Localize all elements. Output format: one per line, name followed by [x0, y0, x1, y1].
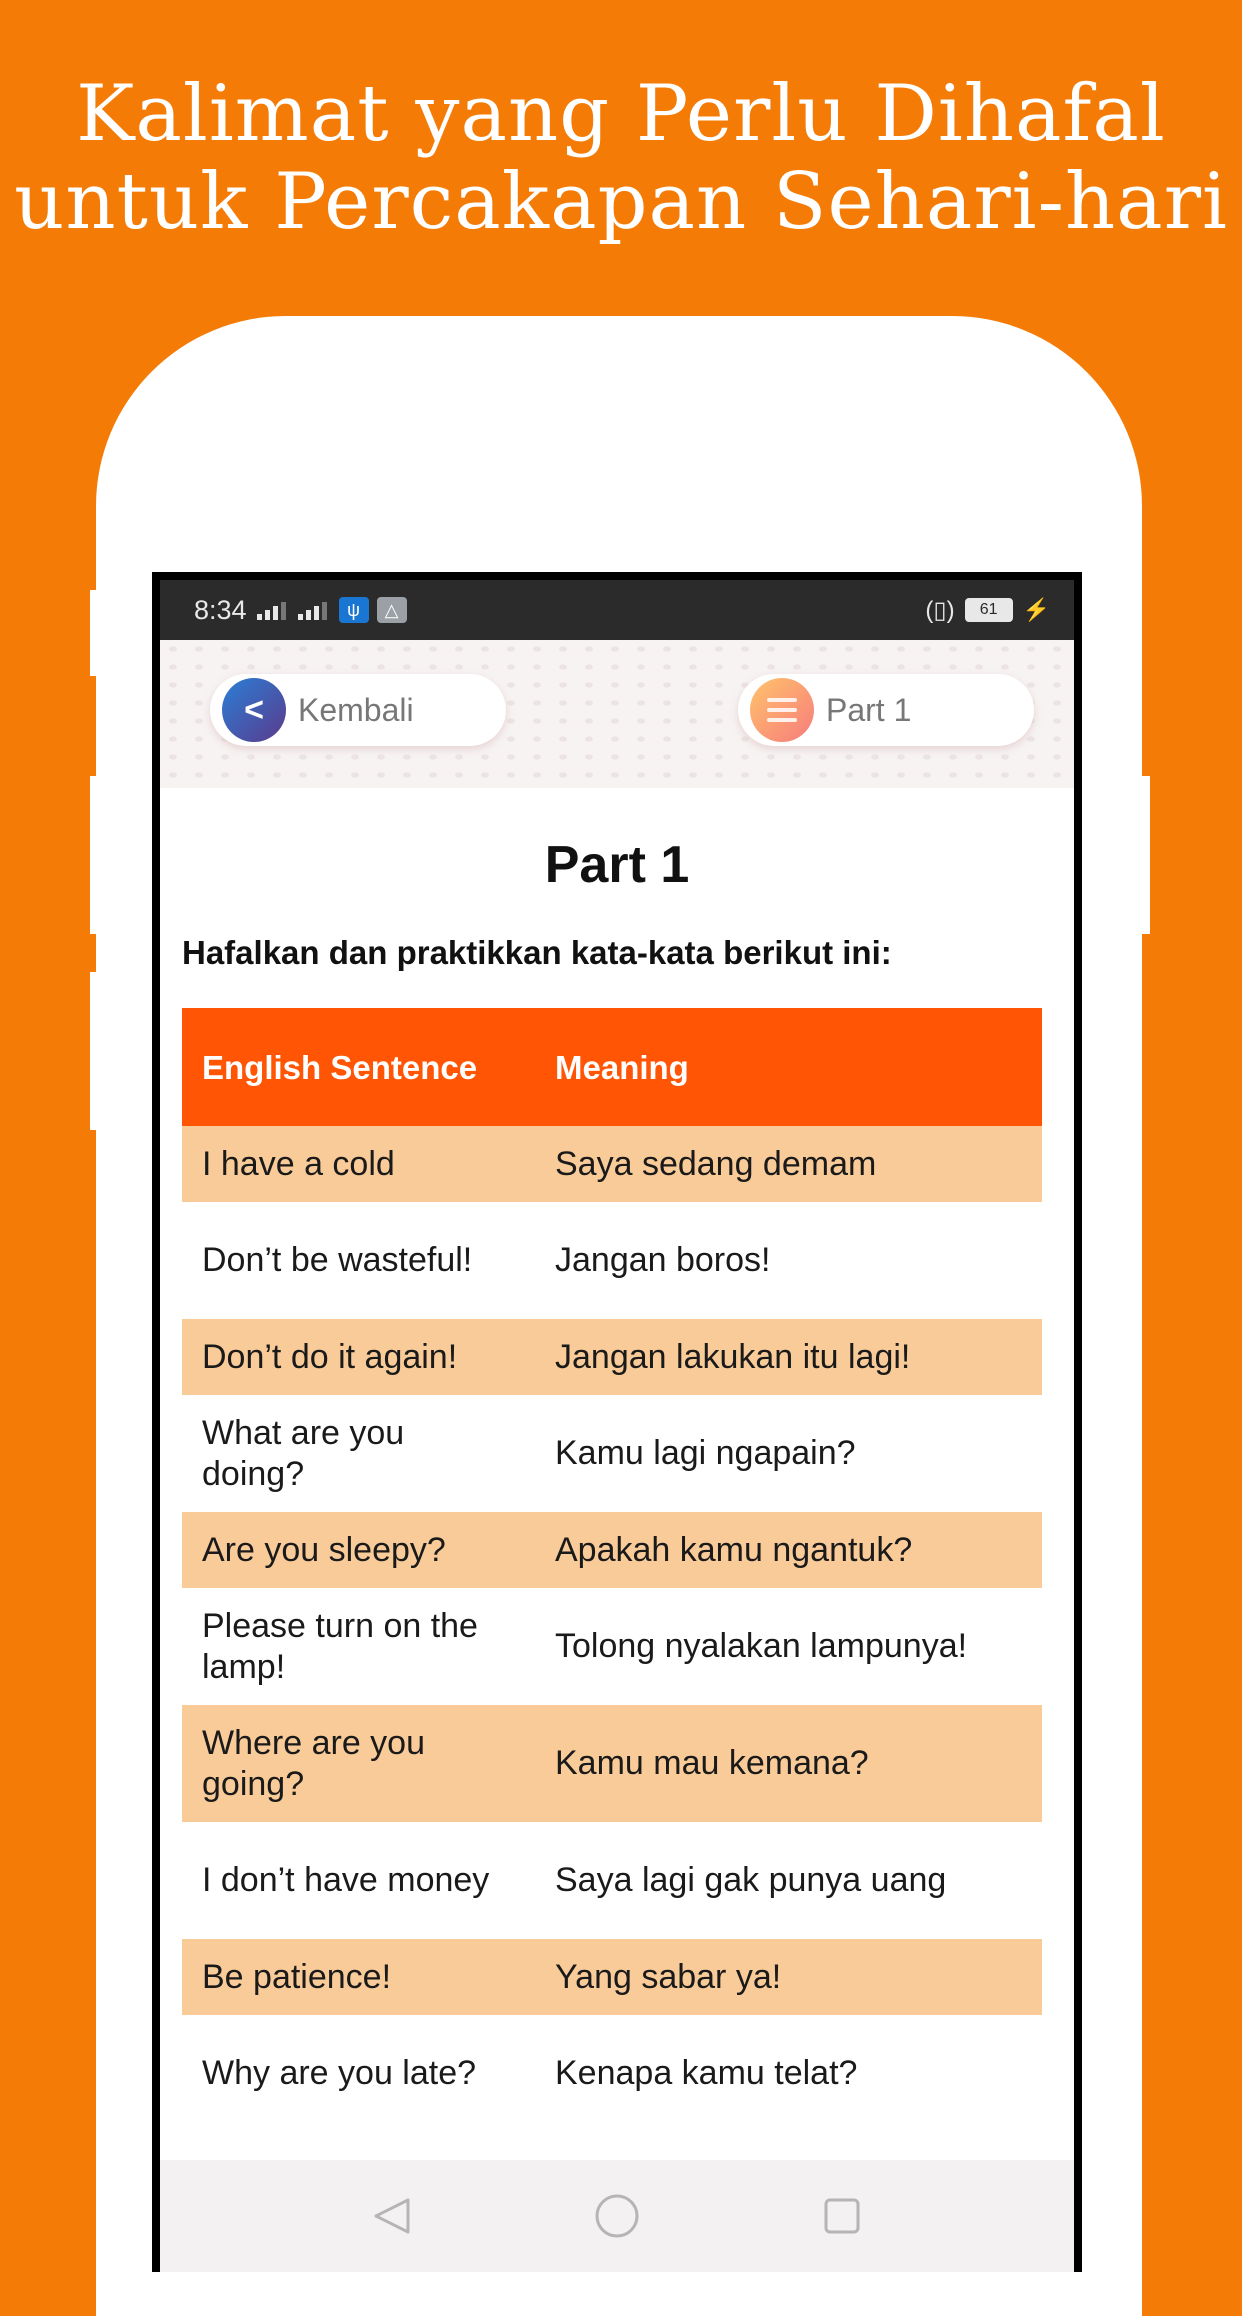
table-header-row: [182, 1008, 1042, 1126]
table-row: [182, 1319, 1042, 1395]
meaning-cell: Kenapa kamu telat?: [555, 2054, 858, 2092]
menu-icon: [750, 678, 814, 742]
table-row: [182, 1202, 1042, 1319]
usb-icon: ψ: [339, 597, 369, 623]
part-menu-button[interactable]: [738, 674, 1034, 746]
english-cell: Why are you late?: [202, 2054, 477, 2092]
app-screen: [160, 580, 1074, 2272]
nav-home-button[interactable]: [592, 2196, 642, 2236]
square-recent-icon: [822, 2196, 862, 2236]
back-button[interactable]: [210, 674, 506, 746]
signal-icon: [257, 600, 286, 620]
meaning-cell: Kamu mau kemana?: [535, 1705, 1042, 1822]
table-row: [182, 1512, 1042, 1588]
meaning-cell: Yang sabar ya!: [535, 1939, 1042, 2015]
meaning-cell: Kamu lagi ngapain?: [555, 1434, 856, 1472]
table-row: [182, 2015, 1042, 2132]
meaning-cell: Apakah kamu ngantuk?: [535, 1512, 1042, 1588]
status-time: 8:34: [194, 594, 247, 625]
triangle-back-icon: [370, 2196, 414, 2236]
content-area: [160, 830, 1074, 2132]
english-cell: Don’t be wasteful!: [202, 1241, 473, 1279]
promo-headline: [0, 70, 1242, 246]
meaning-cell: Jangan lakukan itu lagi!: [535, 1319, 1042, 1395]
meaning-cell: Jangan boros!: [555, 1241, 771, 1279]
status-bar: [160, 580, 1074, 640]
vibrate-icon: (▯): [925, 596, 955, 624]
intro-text: Hafalkan dan praktikkan kata-kata berikut ini:: [182, 934, 892, 971]
phone-side-button-left: [90, 590, 100, 676]
table-row: [182, 1588, 1042, 1705]
nav-recent-button[interactable]: [817, 2196, 867, 2236]
english-cell: I don’t have money: [202, 1861, 490, 1899]
english-cell: Please turn on the lamp!: [202, 1606, 478, 1686]
column-header-meaning: Meaning: [535, 1008, 1042, 1126]
meaning-cell: Saya lagi gak punya uang: [555, 1861, 947, 1899]
headline-line-2: untuk Percakapan Sehari-hari: [14, 157, 1228, 247]
app-header: [160, 640, 1074, 788]
meaning-cell: Tolong nyalakan lampunya!: [555, 1627, 968, 1665]
back-button-label: Kembali: [298, 691, 414, 728]
notification-icon: △: [377, 597, 407, 623]
table-row: [182, 1705, 1042, 1822]
table-row: [182, 1126, 1042, 1202]
english-cell: Don’t do it again!: [182, 1319, 535, 1395]
system-nav-bar: [160, 2160, 1074, 2272]
charging-icon: ⚡: [1022, 597, 1050, 622]
phone-side-button-left: [90, 776, 100, 934]
signal-icon: [298, 600, 327, 620]
english-cell: Where are you going?: [182, 1705, 535, 1822]
phone-side-button-right: [1138, 776, 1150, 934]
english-cell: I have a cold: [182, 1126, 535, 1202]
phrases-table: [182, 1008, 1042, 2132]
circle-home-icon: [593, 2192, 641, 2240]
english-cell: Are you sleepy?: [182, 1512, 535, 1588]
table-row: [182, 1939, 1042, 2015]
page-title: Part 1: [544, 836, 690, 894]
english-cell: What are you doing?: [202, 1413, 405, 1493]
part-menu-label: Part 1: [826, 691, 912, 728]
phone-side-button-left: [90, 972, 100, 1130]
column-header-english: English Sentence: [182, 1008, 535, 1126]
battery-icon: 61: [965, 598, 1013, 622]
meaning-cell: Saya sedang demam: [535, 1126, 1042, 1202]
table-row: [182, 1395, 1042, 1512]
chevron-left-icon: <: [222, 678, 286, 742]
table-row: [182, 1822, 1042, 1939]
nav-back-button[interactable]: [367, 2196, 417, 2236]
english-cell: Be patience!: [182, 1939, 535, 2015]
headline-line-1: Kalimat yang Perlu Dihafal: [76, 69, 1166, 159]
phone-screen: [152, 572, 1082, 2272]
